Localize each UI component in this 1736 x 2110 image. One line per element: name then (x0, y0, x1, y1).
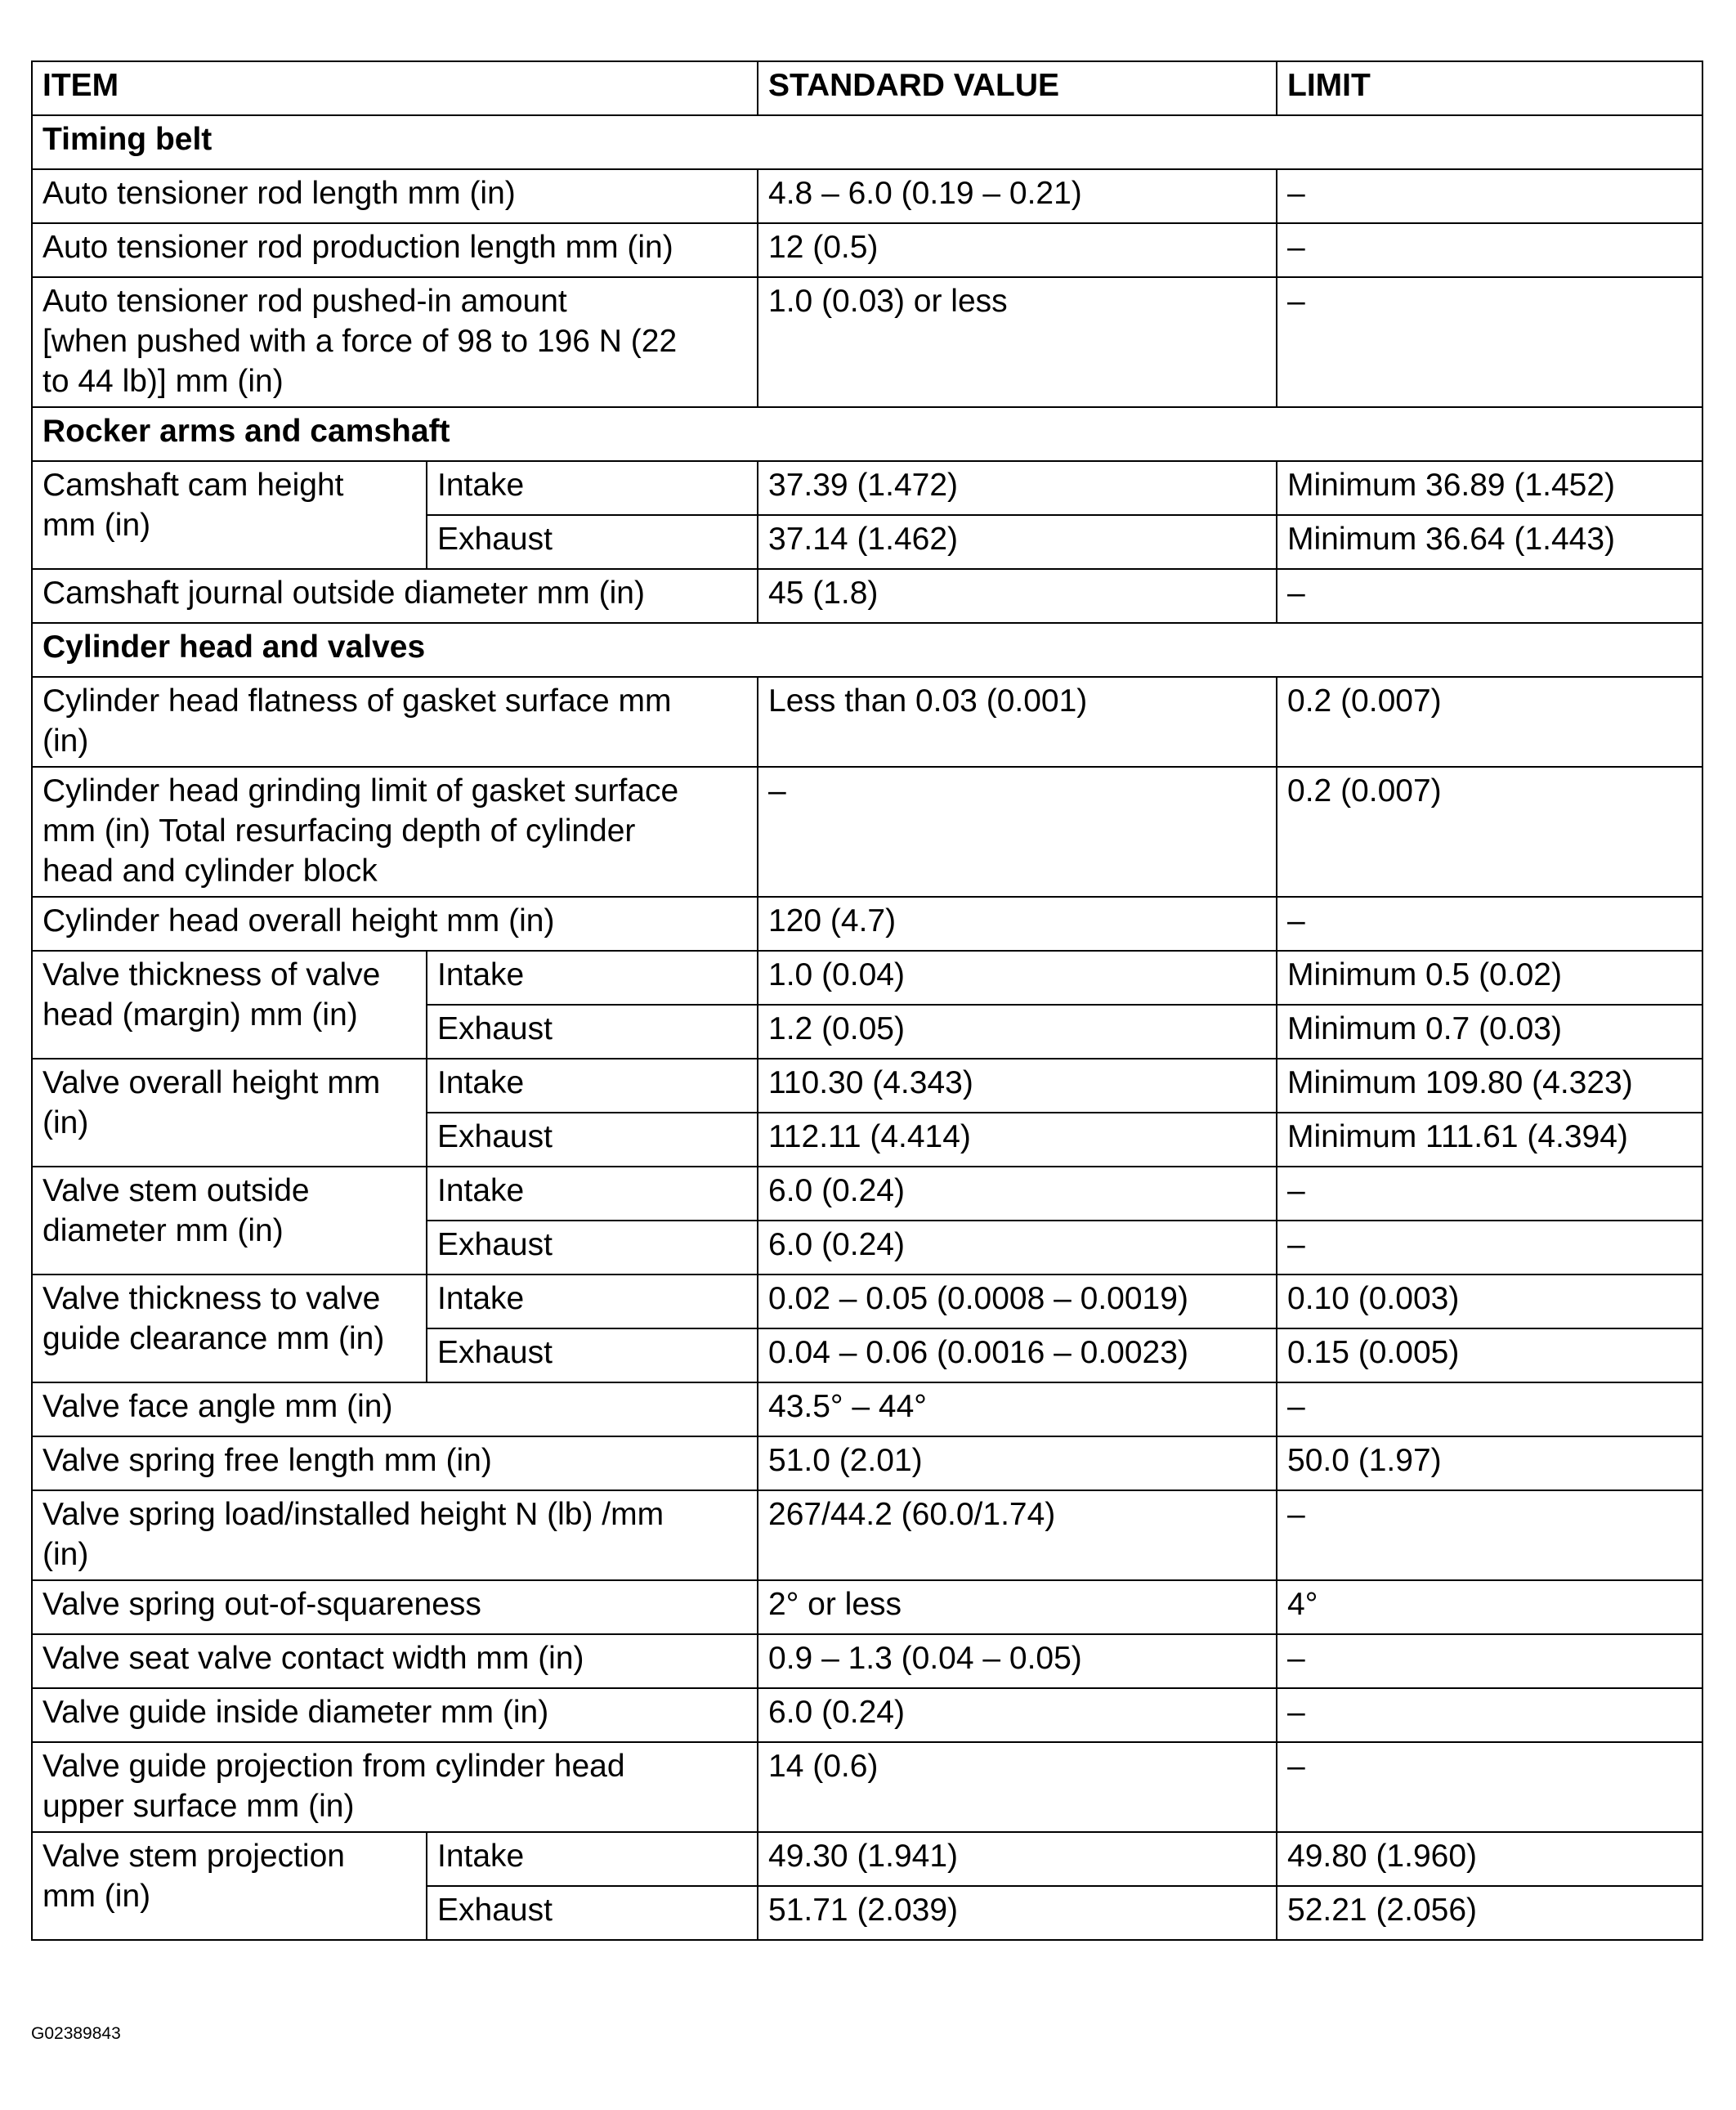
header-limit: LIMIT (1277, 61, 1702, 115)
sub-item-cell: Exhaust (427, 515, 758, 569)
standard-value-cell: 110.30 (4.343) (758, 1059, 1277, 1113)
section-row (32, 623, 1702, 677)
limit-cell: – (1277, 1167, 1702, 1221)
table-row (32, 169, 1702, 223)
table-row (32, 1382, 1702, 1436)
figure-id: G02389843 (31, 2024, 121, 2043)
item-cell: Valve seat valve contact width mm (in) (32, 1634, 758, 1688)
section-heading: Rocker arms and camshaft (32, 407, 1702, 461)
limit-cell: Minimum 111.61 (4.394) (1277, 1113, 1702, 1167)
table-row (32, 277, 1702, 407)
limit-cell: Minimum 0.7 (0.03) (1277, 1005, 1702, 1059)
standard-value-cell: 120 (4.7) (758, 897, 1277, 951)
table-row (32, 1167, 1702, 1221)
standard-value-cell: 51.71 (2.039) (758, 1886, 1277, 1940)
item-cell: Valve thickness of valve head (margin) mm (in) (32, 951, 427, 1059)
item-cell: Valve thickness to valve guide clearance mm (in) (32, 1275, 427, 1382)
sub-item-cell: Exhaust (427, 1221, 758, 1275)
limit-cell: 52.21 (2.056) (1277, 1886, 1702, 1940)
sub-item-cell: Exhaust (427, 1328, 758, 1382)
item-cell: Cylinder head overall height mm (in) (32, 897, 758, 951)
limit-cell: – (1277, 1382, 1702, 1436)
standard-value-cell: 0.04 – 0.06 (0.0016 – 0.0023) (758, 1328, 1277, 1382)
item-cell: Auto tensioner rod length mm (in) (32, 169, 758, 223)
standard-value-cell: 112.11 (4.414) (758, 1113, 1277, 1167)
limit-cell: 0.10 (0.003) (1277, 1275, 1702, 1328)
item-cell: Valve spring out-of-squareness (32, 1580, 758, 1634)
table-row (32, 1742, 1702, 1832)
item-cell: Valve overall height mm (in) (32, 1059, 427, 1167)
specifications-table (31, 60, 1703, 1941)
sub-item-cell: Intake (427, 951, 758, 1005)
sub-item-cell: Intake (427, 1832, 758, 1886)
limit-cell: 0.2 (0.007) (1277, 677, 1702, 767)
limit-cell: – (1277, 1742, 1702, 1832)
table-row (32, 1436, 1702, 1490)
table-row (32, 1580, 1702, 1634)
standard-value-cell: 0.02 – 0.05 (0.0008 – 0.0019) (758, 1275, 1277, 1328)
table-row (32, 1832, 1702, 1886)
standard-value-cell: 267/44.2 (60.0/1.74) (758, 1490, 1277, 1580)
item-cell: Cylinder head flatness of gasket surface mm (in) (32, 677, 758, 767)
section-row (32, 115, 1702, 169)
limit-cell: 0.2 (0.007) (1277, 767, 1702, 897)
limit-cell: – (1277, 569, 1702, 623)
item-cell: Valve stem projection mm (in) (32, 1832, 427, 1940)
limit-cell: – (1277, 1634, 1702, 1688)
standard-value-cell: 6.0 (0.24) (758, 1221, 1277, 1275)
standard-value-cell: 43.5° – 44° (758, 1382, 1277, 1436)
section-row (32, 407, 1702, 461)
standard-value-cell: 49.30 (1.941) (758, 1832, 1277, 1886)
limit-cell: Minimum 0.5 (0.02) (1277, 951, 1702, 1005)
table-row (32, 1275, 1702, 1328)
table-row (32, 677, 1702, 767)
limit-cell: – (1277, 1688, 1702, 1742)
standard-value-cell: 45 (1.8) (758, 569, 1277, 623)
limit-cell: – (1277, 223, 1702, 277)
item-cell: Camshaft cam height mm (in) (32, 461, 427, 569)
header-standard-value: STANDARD VALUE (758, 61, 1277, 115)
item-cell: Auto tensioner rod pushed-in amount [when pushed with a force of 98 to 196 N (22 to 44 lb)] mm (in) (32, 277, 758, 407)
item-cell: Valve spring free length mm (in) (32, 1436, 758, 1490)
header-row (32, 61, 1702, 115)
standard-value-cell: 6.0 (0.24) (758, 1688, 1277, 1742)
standard-value-cell: 12 (0.5) (758, 223, 1277, 277)
limit-cell: – (1277, 1490, 1702, 1580)
limit-cell: 50.0 (1.97) (1277, 1436, 1702, 1490)
standard-value-cell: Less than 0.03 (0.001) (758, 677, 1277, 767)
limit-cell: 49.80 (1.960) (1277, 1832, 1702, 1886)
standard-value-cell: 6.0 (0.24) (758, 1167, 1277, 1221)
limit-cell: Minimum 109.80 (4.323) (1277, 1059, 1702, 1113)
limit-cell: 0.15 (0.005) (1277, 1328, 1702, 1382)
limit-cell: – (1277, 169, 1702, 223)
table-row (32, 897, 1702, 951)
item-cell: Valve guide projection from cylinder head upper surface mm (in) (32, 1742, 758, 1832)
sub-item-cell: Intake (427, 1275, 758, 1328)
sub-item-cell: Exhaust (427, 1886, 758, 1940)
table-row (32, 1059, 1702, 1113)
standard-value-cell: 1.2 (0.05) (758, 1005, 1277, 1059)
standard-value-cell: 1.0 (0.04) (758, 951, 1277, 1005)
item-cell: Cylinder head grinding limit of gasket surface mm (in) Total resurfacing depth of cylinder head and cylinder block (32, 767, 758, 897)
limit-cell: Minimum 36.89 (1.452) (1277, 461, 1702, 515)
table-row (32, 569, 1702, 623)
table-row (32, 461, 1702, 515)
header-item: ITEM (32, 61, 758, 115)
item-cell: Camshaft journal outside diameter mm (in) (32, 569, 758, 623)
limit-cell: – (1277, 1221, 1702, 1275)
item-cell: Auto tensioner rod production length mm (in) (32, 223, 758, 277)
standard-value-cell: 4.8 – 6.0 (0.19 – 0.21) (758, 169, 1277, 223)
table-row (32, 223, 1702, 277)
sub-item-cell: Exhaust (427, 1113, 758, 1167)
sub-item-cell: Intake (427, 461, 758, 515)
limit-cell: Minimum 36.64 (1.443) (1277, 515, 1702, 569)
table-row (32, 767, 1702, 897)
item-cell: Valve stem outside diameter mm (in) (32, 1167, 427, 1275)
sub-item-cell: Exhaust (427, 1005, 758, 1059)
item-cell: Valve spring load/installed height N (lb) /mm (in) (32, 1490, 758, 1580)
item-cell: Valve face angle mm (in) (32, 1382, 758, 1436)
standard-value-cell: 37.39 (1.472) (758, 461, 1277, 515)
standard-value-cell: – (758, 767, 1277, 897)
table-body (32, 115, 1702, 1940)
table-row (32, 1634, 1702, 1688)
table-row (32, 1688, 1702, 1742)
standard-value-cell: 51.0 (2.01) (758, 1436, 1277, 1490)
sub-item-cell: Intake (427, 1167, 758, 1221)
limit-cell: – (1277, 897, 1702, 951)
standard-value-cell: 1.0 (0.03) or less (758, 277, 1277, 407)
limit-cell: – (1277, 277, 1702, 407)
standard-value-cell: 0.9 – 1.3 (0.04 – 0.05) (758, 1634, 1277, 1688)
standard-value-cell: 14 (0.6) (758, 1742, 1277, 1832)
section-heading: Timing belt (32, 115, 1702, 169)
section-heading: Cylinder head and valves (32, 623, 1702, 677)
sub-item-cell: Intake (427, 1059, 758, 1113)
item-cell: Valve guide inside diameter mm (in) (32, 1688, 758, 1742)
table-row (32, 1490, 1702, 1580)
limit-cell: 4° (1277, 1580, 1702, 1634)
table-row (32, 951, 1702, 1005)
standard-value-cell: 2° or less (758, 1580, 1277, 1634)
standard-value-cell: 37.14 (1.462) (758, 515, 1277, 569)
